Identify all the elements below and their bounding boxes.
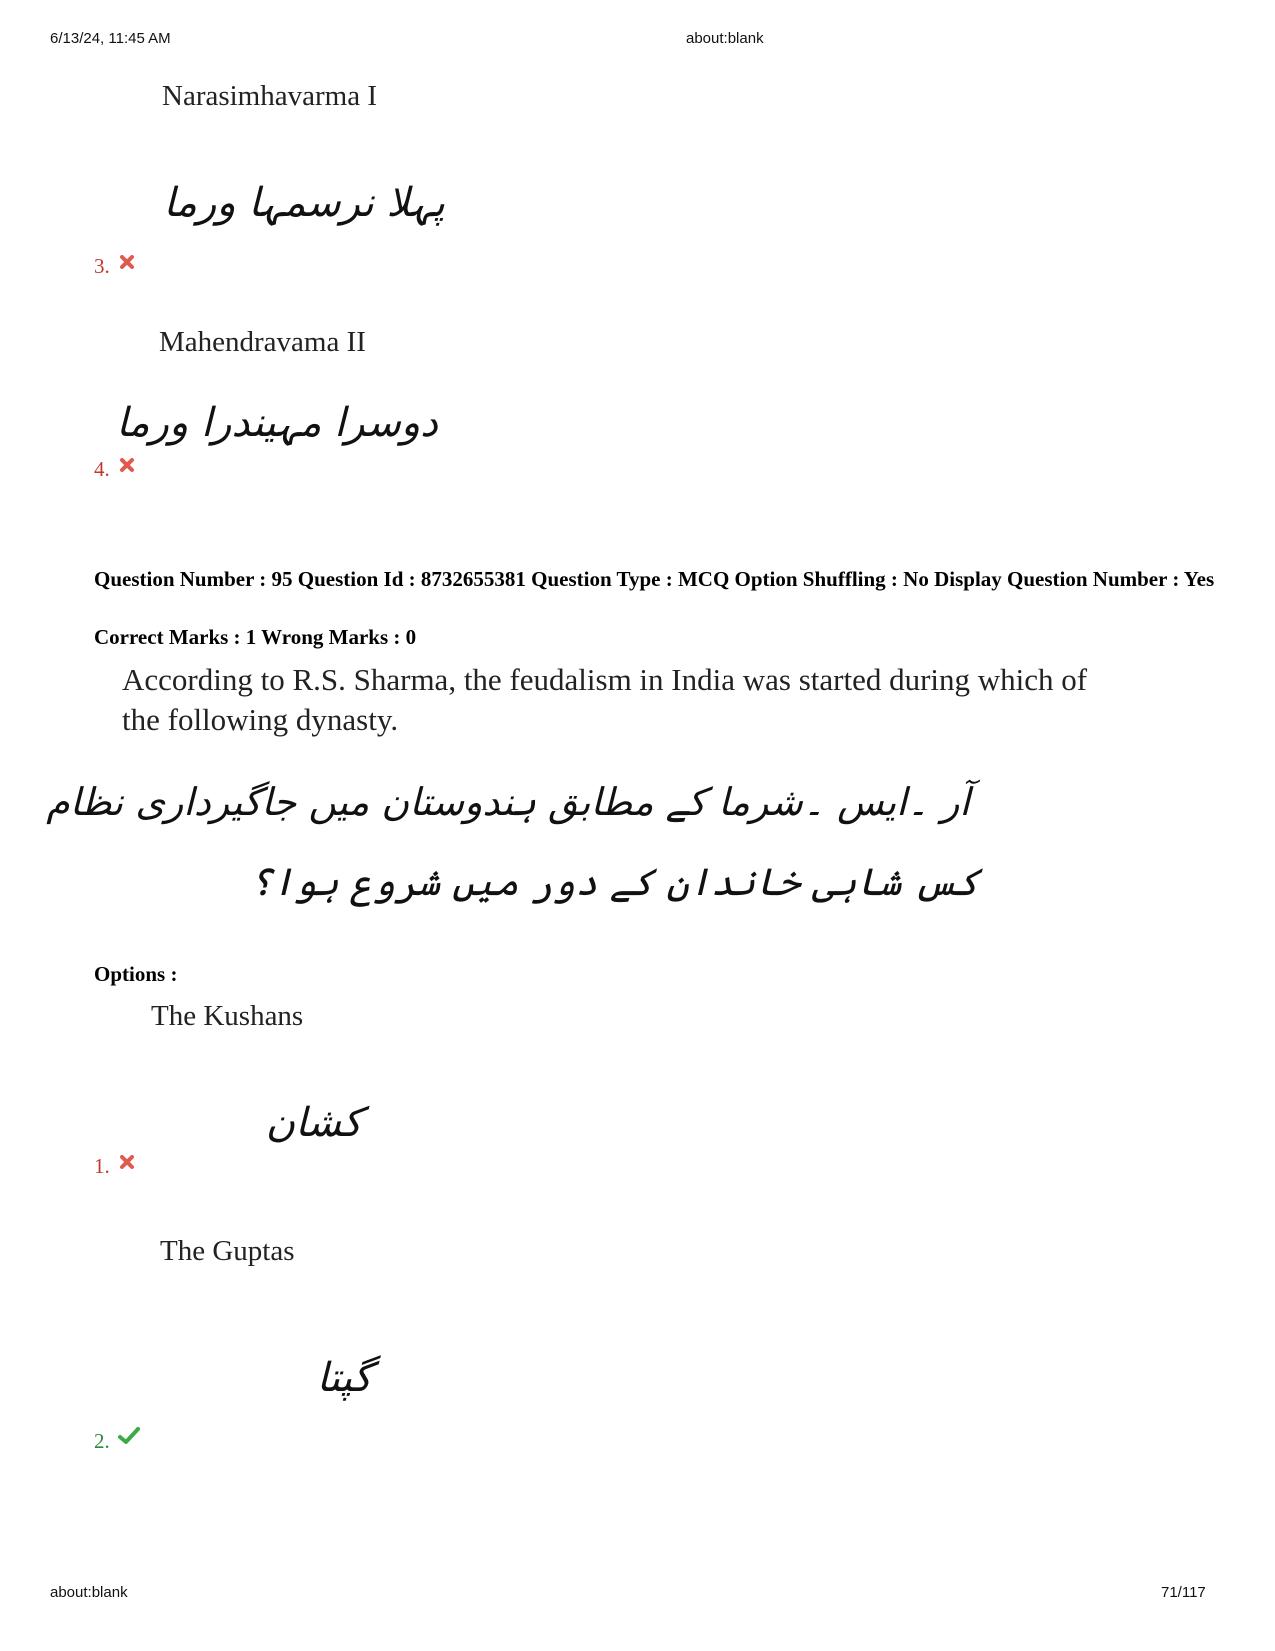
cross-icon [119, 1154, 135, 1170]
option-1-english: The Kushans [151, 1000, 304, 1032]
print-datetime: 6/13/24, 11:45 AM [50, 30, 171, 47]
question-marks: Correct Marks : 1 Wrong Marks : 0 [94, 625, 417, 649]
option-1-urdu: کشان [265, 1100, 362, 1146]
check-icon [118, 1427, 140, 1445]
option-3-number: 3. [94, 254, 110, 278]
option-4-number: 4. [94, 457, 110, 481]
option-4-urdu: دوسرا مہیندرا ورما [116, 400, 438, 446]
question-meta: Question Number : 95 Question Id : 8732655381 Question Type : MCQ Option Shuffling : No Display Question Number : Yes [94, 567, 1215, 591]
question-text-english: According to R.S. Sharma, the feudalism in India was started during which of the following dynasty. [122, 662, 1088, 737]
option-2-english: The Guptas [160, 1235, 295, 1267]
cross-icon [119, 457, 135, 473]
option-1-number: 1. [94, 1154, 110, 1178]
option-3-urdu: پہلا نرسمہا ورما [163, 180, 445, 226]
option-3-english: Narasimhavarma I [162, 80, 377, 112]
print-footer-url: about:blank [50, 1584, 128, 1601]
cross-icon [119, 254, 135, 270]
question-text-urdu-line-1: آر ۔ایس ۔شرما کے مطابق ہندوستان میں جاگیرداری نظام [46, 780, 970, 824]
print-page-title: about:blank [686, 30, 764, 47]
option-4-english: Mahendravama II [159, 326, 366, 358]
print-page-number: 71/117 [1161, 1584, 1206, 1601]
option-2-number: 2. [94, 1429, 110, 1453]
options-label: Options : [94, 962, 178, 986]
option-2-urdu: گپتا [316, 1355, 372, 1401]
question-text-urdu-line-2: کس شاہی خاندان کے دور میں شروع ہوا؟ [249, 860, 980, 904]
